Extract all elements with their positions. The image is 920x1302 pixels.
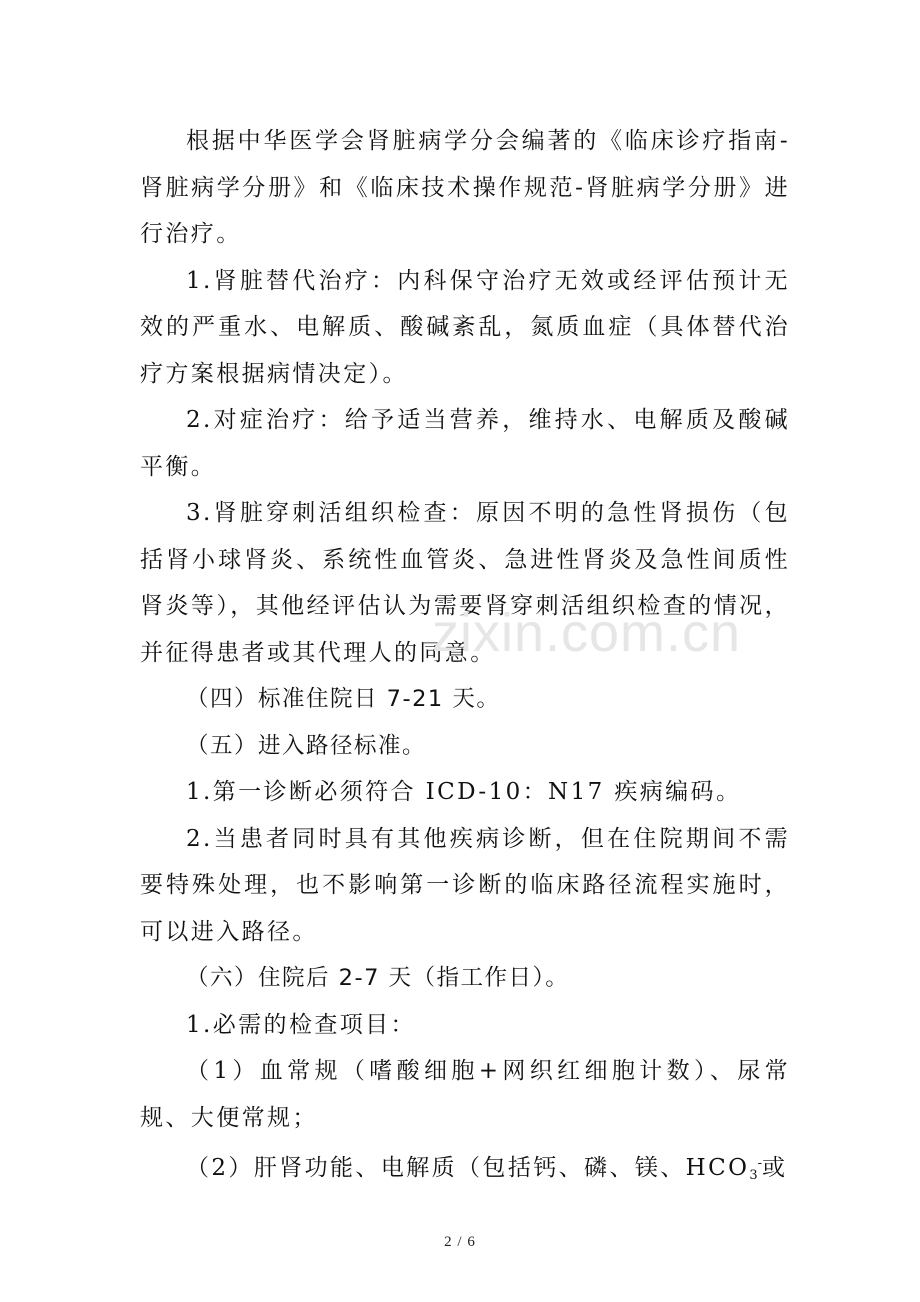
paragraph-renal-replacement: 1.肾脏替代治疗：内科保守治疗无效或经评估预计无效的严重水、电解质、酸碱紊乱，氮质血症（具体替代治疗方案根据病情决定）。 (140, 267, 790, 387)
paragraph-treatment-basis: 根据中华医学会肾脏病学分会编著的《临床诊疗指南-肾脏病学分册》和《临床技术操作规范-肾脏病学分册》进行治疗。 (140, 128, 790, 247)
heading-standard-stay: （四）标准住院日 7-21 天。 (186, 686, 501, 712)
document-body (140, 118, 790, 1200)
heading-entry-criteria: （五）进入路径标准。 (186, 732, 427, 759)
hco3-superscript: - (757, 1156, 763, 1171)
hco3-subscript: 3 (749, 1168, 758, 1183)
paragraph-other-diagnosis: 2.当患者同时具有其他疾病诊断，但在住院期间不需要特殊处理，也不影响第一诊断的临床路径流程实施时，可以进入路径。 (140, 825, 790, 945)
watermark: zixin.com.cn (432, 603, 742, 663)
paragraph-required-tests: 1.必需的检查项目： (186, 1011, 416, 1038)
paragraph-symptomatic-treatment: 2.对症治疗：给予适当营养，维持水、电解质及酸碱平衡。 (140, 407, 790, 480)
page-number: 2 / 6 (444, 1234, 476, 1250)
paragraph-renal-biopsy: 3.肾脏穿刺活组织检查：原因不明的急性肾损伤（包括肾小球肾炎、系统性血管炎、急进性肾炎及急性间质性肾炎等），其他经评估认为需要肾穿刺活组织检查的情况，并征得患者或其代理人的同意。 (140, 500, 790, 666)
paragraph-liver-kidney-function (140, 1141, 790, 1200)
paragraph-blood-routine: （1）血常规（嗜酸细胞+网织红细胞计数）、尿常规、大便常规； (140, 1058, 790, 1131)
paragraph-first-diagnosis: 1.第一诊断必须符合 ICD-10：N17 疾病编码。 (186, 779, 742, 805)
liver-kidney-text: （2）肝肾功能、电解质（包括钙、磷、镁、HCO (186, 1155, 750, 1181)
heading-post-admission: （六）住院后 2-7 天（指工作日）。 (186, 965, 570, 991)
liver-kidney-suffix: 或 (762, 1155, 788, 1181)
